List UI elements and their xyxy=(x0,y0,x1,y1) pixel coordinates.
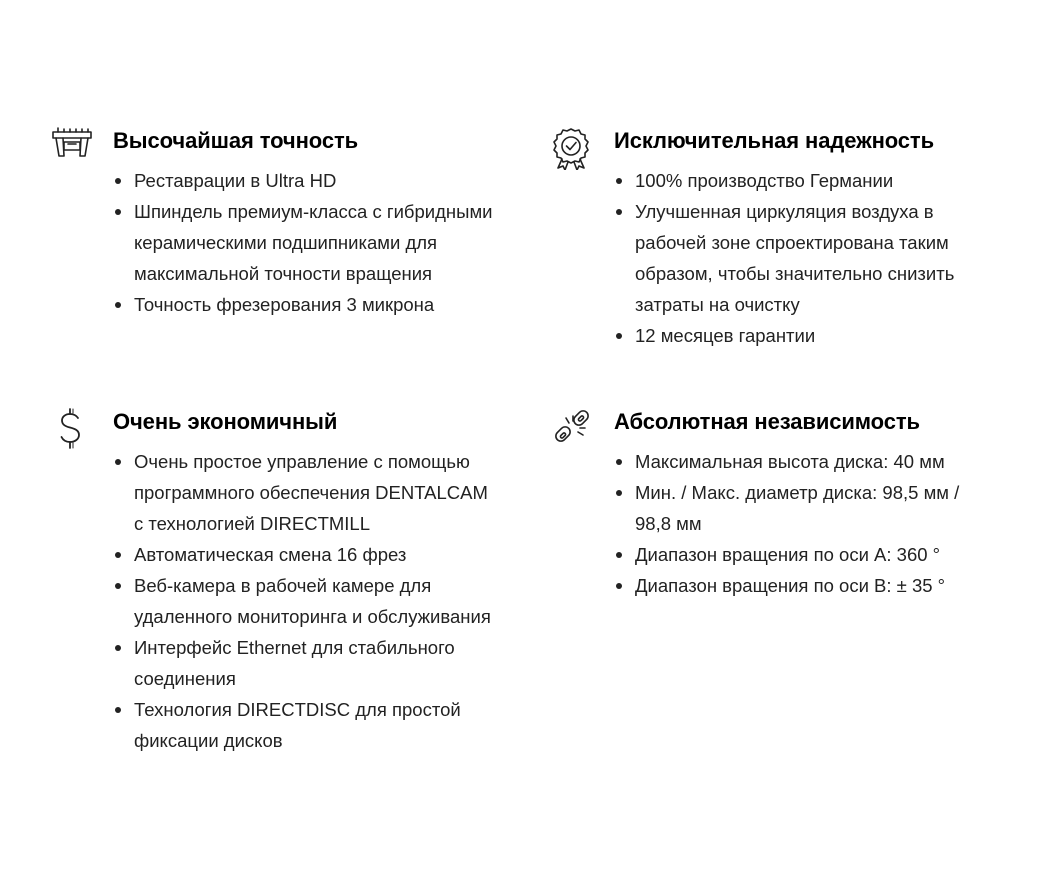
list-item: Точность фрезерования 3 микрона xyxy=(113,289,493,320)
list-item: Диапазон вращения по оси B: ± 35 ° xyxy=(614,570,994,601)
feature-title: Абсолютная независимость xyxy=(614,409,920,434)
feature-list xyxy=(614,446,994,601)
list-item: Улучшенная циркуляция воздуха в рабочей зоне спроектирована таким образом, чтобы значительно снизить затраты на очистку xyxy=(614,196,994,320)
list-item: Автоматическая смена 16 фрез xyxy=(113,539,493,570)
feature-title: Высочайшая точность xyxy=(113,128,359,153)
list-item: Диапазон вращения по оси A: 360 ° xyxy=(614,539,994,570)
list-item: Реставрации в Ultra HD xyxy=(113,165,493,196)
feature-title: Очень экономичный xyxy=(113,409,338,434)
list-item: Интерфейс Ethernet для стабильного соединения xyxy=(113,632,493,694)
broken-chain-icon xyxy=(551,407,595,451)
list-item: 12 месяцев гарантии xyxy=(614,320,994,351)
feature-title: Исключительная надежность xyxy=(614,128,935,153)
list-item: Мин. / Макс. диаметр диска: 98,5 мм / 98,8 мм xyxy=(614,477,994,539)
feature-list xyxy=(113,165,493,320)
quality-badge-icon xyxy=(551,126,595,170)
caliper-icon xyxy=(50,126,94,170)
list-item: Максимальная высота диска: 40 мм xyxy=(614,446,994,477)
dollar-icon xyxy=(50,407,94,451)
list-item: Веб-камера в рабочей камере для удаленного мониторинга и обслуживания xyxy=(113,570,493,632)
list-item: 100% производство Германии xyxy=(614,165,994,196)
feature-list xyxy=(614,165,994,351)
feature-list xyxy=(113,446,493,756)
list-item: Технология DIRECTDISC для простой фиксации дисков xyxy=(113,694,493,756)
list-item: Очень простое управление с помощью программного обеспечения DENTALCAM с технологией DIRECTMILL xyxy=(113,446,493,539)
list-item: Шпиндель премиум-класса с гибридными керамическими подшипниками для максимальной точности вращения xyxy=(113,196,493,289)
